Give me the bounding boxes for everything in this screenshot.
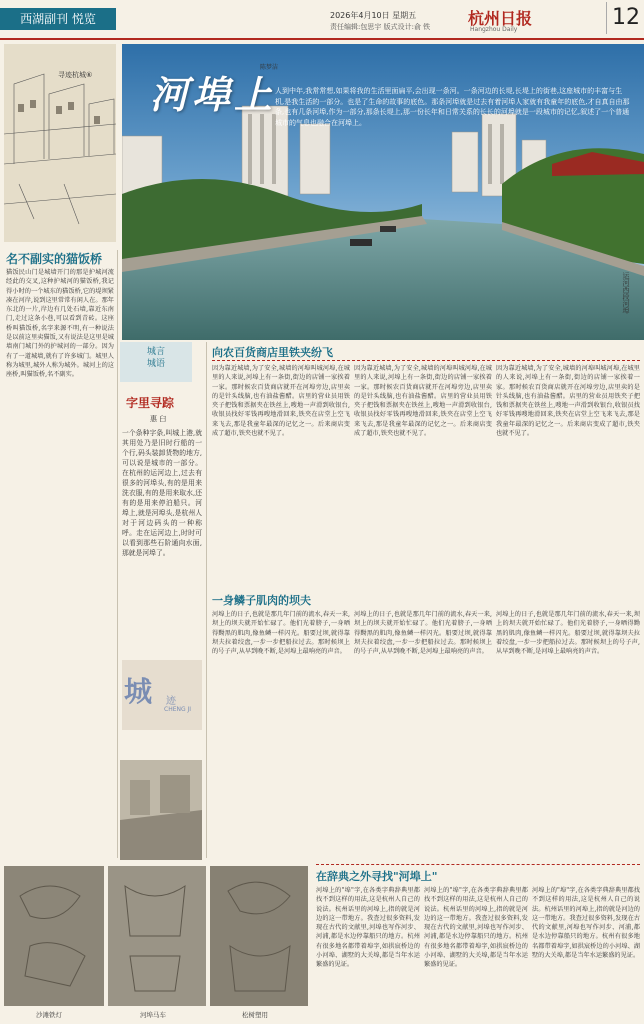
sidebar-author: 惠 臼: [150, 415, 167, 423]
masthead-en: Hangzhou Daily: [470, 26, 518, 33]
article3-body-col2: 河埠上的"埠"字,在各类字典辞典里都找不到这样的用法,这是杭州人自己的说法。杭州话里的河埠上,指的就是河边的这一带地方。我查过很多资料,发现在古代的文献里,河埠也写作河步、河浦,都是水边停靠船只的地方。杭州有很多地名都带着埠字,如拱宸桥边的小河埠、湖墅的大关埠,都是当年水运繁盛的见证。: [424, 887, 528, 969]
article1-body-col3: 因为靠近城墙,为了安全,城墙的河埠叫城河埠,在城里的人来说,河埠上有一条街,街边的店铺一家挨着一家。那时候农百货商店就开在河埠旁边,店里卖的是针头线脑,也有油盐酱醋。店里的营业员用铁夹子把钱和票据夹在铁丝上,嗖地一声滑到收银台,收银员找好零钱再嗖地滑回来,铁夹在店堂上空飞来飞去,那是我童年最深的记忆之一。后来商店变成了超市,铁夹也就不见了。: [496, 365, 640, 438]
article2-body-col3: 河埠上的日子,也就是那几年门前的流水,春天一来,坝上的坝夫就开始忙碌了。他们光着膀子,一身晒得黝黑的肌肉,像鱼鳞一样闪光。船要过坝,就得靠坝夫拉着绞盘,一步一步把船拉过去。那时候坝上的号子声,从早到晚不断,是河埠上最响亮的声音。: [496, 611, 640, 656]
hero-photo-caption: 运河西段河埠: [622, 272, 630, 314]
illustration-label: 寻迹杭城⑥: [58, 71, 93, 79]
feature-intro: 人到中年,我常常想,如果将我的生活里面扁平,会出现一条河。一条河边的长堤,长堤上的街巷,这座城市的丰富与生机,是我生活的一部分。也是了生命的故事的底色。那条河埠就是过去有着河埠人家就有我童年的底色,才自真自由那条,也有几条河埠,作为一部分,那条长堤上,那一份长年和日常关系的长长的河埠就是一段城市的记忆,叙述了一个普通城市的气息也融合在河埠上。: [275, 87, 630, 127]
left-article-body: 猫饭民山门是城墙开门的那是护城河流经此的交叉,这种护城河的猫饭桥,我记得小时的一个城东的猫饭桥,它的堤坝紧凑在河岸,说到这里常常有闲人在。那年东北的一片,岸边有几处石墙,靠近东南门,走过这条小巷,可以看到青砖。这座桥叫猫饭桥,名字来源不明,有一种说法是以前这里卖猫饭,又有说法是这里是城墙南门城门外的护城河的一部分。因为有了一道城墙,就有了许多城门。城里人称为城里,城外人称为城外。城河上的这座桥,叫猫饭桥,名不副实。: [6, 269, 114, 379]
section-tag: 西湖副刊 悦览: [0, 8, 116, 30]
sidebar-tag-line1: 城言: [146, 347, 165, 357]
stone-caption-3: 松树塑用: [242, 1011, 268, 1019]
stone-caption-2: 河埠马车: [140, 1011, 166, 1019]
stone-caption-1: 沙滩铁灯: [36, 1011, 62, 1019]
sidebar-title: 字里寻踪: [126, 396, 175, 410]
column-divider: [206, 342, 207, 858]
page-number: 12: [606, 2, 644, 34]
feature-author: 陈梦洁: [260, 64, 279, 71]
divider: [316, 864, 640, 865]
historic-photo: [120, 760, 202, 860]
sidebar-tag: [120, 342, 192, 382]
article1-body-col1: 因为靠近城墙,为了安全,城墙的河埠叫城河埠,在城里的人来说,河埠上有一条街,街边的店铺一家挨着一家。那时候农百货商店就开在河埠旁边,店里卖的是针头线脑,也有油盐酱醋。店里的营业员用铁夹子把钱和票据夹在铁丝上,嗖地一声滑到收银台,收银员找好零钱再嗖地滑回来,铁夹在店堂上空飞来飞去,那是我童年最深的记忆之一。后来商店变成了超市,铁夹也就不见了。: [212, 365, 350, 438]
sidebar-body: 一个条种字条,叫城上港,就其用处乃是旧时行船的一个行,码头装卸货物的地方,可以说是城市的一部分。在杭州的运河边上,过去有很多的河埠头,有的是用来洗衣服,有的是用来取水,还有的是用来停泊船只。河埠上,就是河埠头,是杭州人对于河边码头的一种称呼。走在运河边上,时时可以看到那些石阶通向水面,那就是河埠了。: [122, 429, 202, 557]
feature-title: 河埠上: [150, 72, 277, 117]
article3-body-col1: 河埠上的"埠"字,在各类字典辞典里都找不到这样的用法,这是杭州人自己的说法。杭州话里的河埠上,指的就是河边的这一带地方。我查过很多资料,发现在古代的文献里,河埠也写作河步、河浦,都是水边停靠船只的地方。杭州有很多地名都带着埠字,如拱宸桥边的小河埠、湖墅的大关埠,都是当年水运繁盛的见证。: [316, 887, 420, 969]
sidebar-logo-big: 城: [124, 675, 153, 708]
masthead: 杭州日报: [468, 9, 533, 28]
divider: [212, 360, 640, 361]
article1-title: 向农百货商店里铁夹纷飞: [212, 346, 333, 359]
article2-title: 一身鳞子肌肉的坝夫: [212, 594, 311, 607]
article2-body-col1: 河埠上的日子,也就是那几年门前的流水,春天一来,坝上的坝夫就开始忙碌了。他们光着膀子,一身晒得黝黑的肌肉,像鱼鳞一样闪光。船要过坝,就得靠坝夫拉着绞盘,一步一步把船拉过去。那时候坝上的号子声,从早到晚不断,是河埠上最响亮的声音。: [212, 611, 350, 656]
editor-credits: 责任编辑:包思宇 版式设计:俞 铁: [330, 23, 431, 31]
sidebar-logo-small: 迹: [166, 696, 176, 707]
article1-body-col2: 因为靠近城墙,为了安全,城墙的河埠叫城河埠,在城里的人来说,河埠上有一条街,街边的店铺一家挨着一家。那时候农百货商店就开在河埠旁边,店里卖的是针头线脑,也有油盐酱醋。店里的营业员用铁夹子把钱和票据夹在铁丝上,嗖地一声滑到收银台,收银员找好零钱再嗖地滑回来,铁夹在店堂上空飞来飞去,那是我童年最深的记忆之一。后来商店变成了超市,铁夹也就不见了。: [354, 365, 492, 438]
dateline: 2026年4月10日 星期五: [330, 11, 417, 20]
sidebar-logo-en: CHENG JI: [164, 706, 192, 713]
left-article-title: 名不副实的猫饭桥: [6, 252, 103, 266]
stone-carving-photos: [0, 866, 310, 996]
column-divider: [117, 250, 118, 858]
sidebar-tag-line2: 城语: [146, 359, 165, 369]
article3-title: 在辞典之外寻找"河埠上": [316, 870, 438, 883]
article2-body-col2: 河埠上的日子,也就是那几年门前的流水,春天一来,坝上的坝夫就开始忙碌了。他们光着膀子,一身晒得黝黑的肌肉,像鱼鳞一样闪光。船要过坝,就得靠坝夫拉着绞盘,一步一步把船拉过去。那时候坝上的号子声,从早到晚不断,是河埠上最响亮的声音。: [354, 611, 492, 656]
article3-body-col3: 河埠上的"埠"字,在各类字典辞典里都找不到这样的用法,这是杭州人自己的说法。杭州话里的河埠上,指的就是河边的这一带地方。我查过很多资料,发现在古代的文献里,河埠也写作河步、河浦,都是水边停靠船只的地方。杭州有很多地名都带着埠字,如拱宸桥边的小河埠、湖墅的大关埠,都是当年水运繁盛的见证。: [532, 887, 640, 960]
